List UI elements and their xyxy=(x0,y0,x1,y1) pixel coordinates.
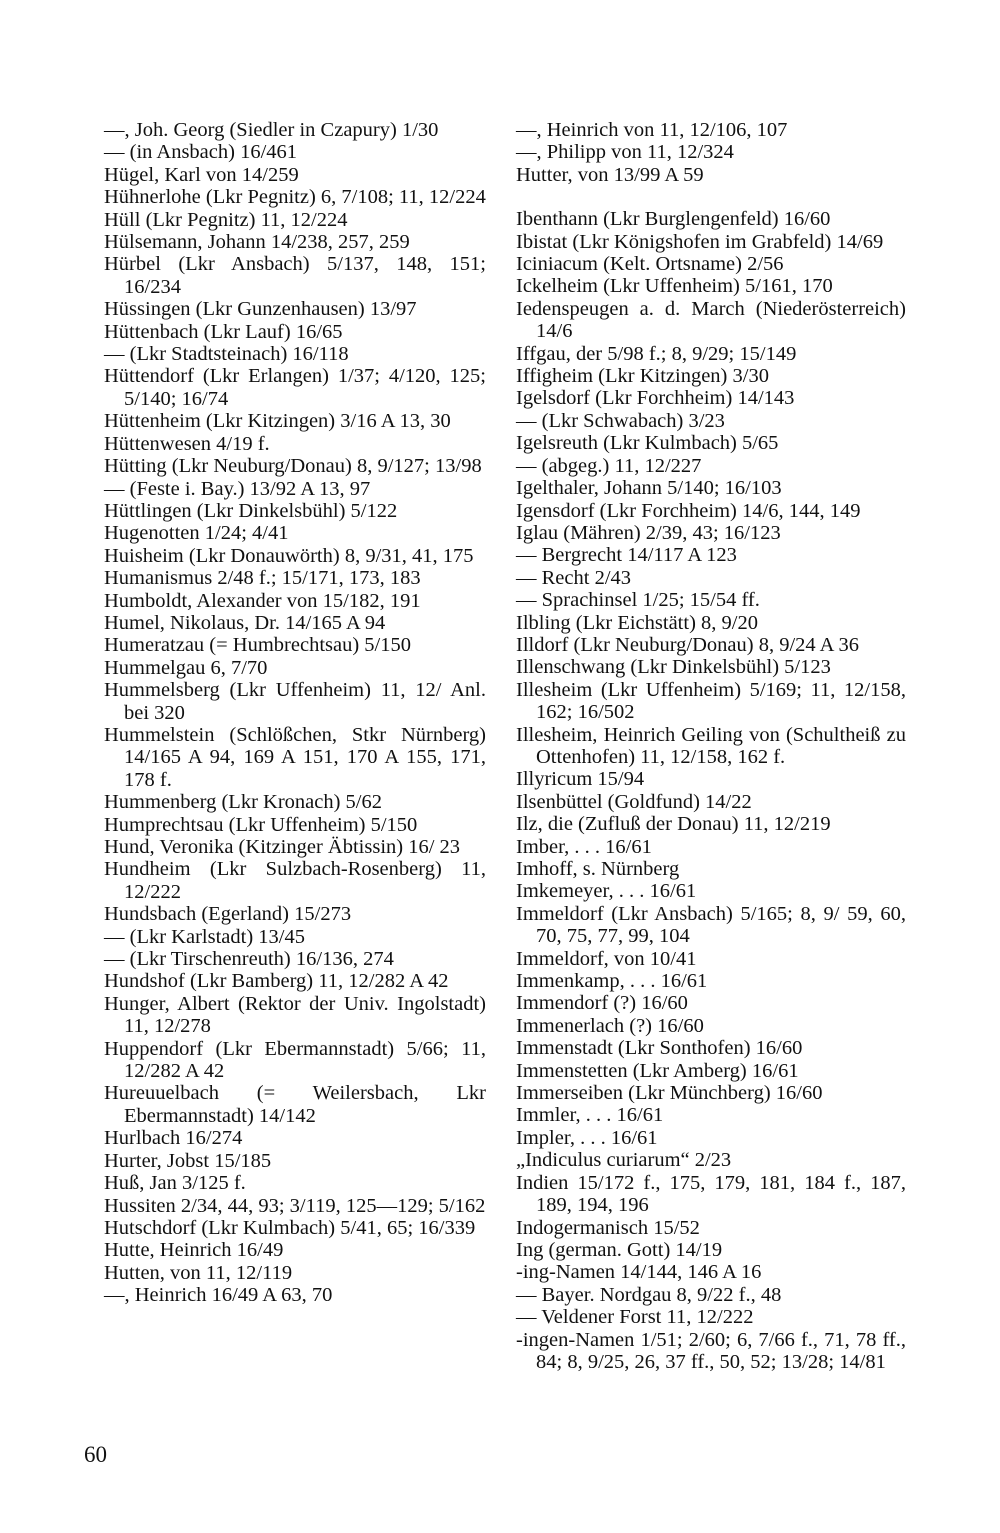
index-entry: Iffgau, der 5/98 f.; 8, 9/29; 15/149 xyxy=(516,342,797,365)
index-entry: — Recht 2/43 xyxy=(516,566,632,589)
index-entry: — (in Ansbach) 16/461 xyxy=(104,141,298,164)
index-entry: — (abgeg.) 11, 12/227 xyxy=(516,454,702,477)
right-column xyxy=(516,119,906,1373)
index-entry: Illesheim, Heinrich Geiling von (Schultheiß zu Ottenhofen) 11, 12/158, 162 f. xyxy=(516,723,906,768)
index-entry: Igensdorf (Lkr Forchheim) 14/6, 144, 149 xyxy=(516,499,861,522)
index-entry: Hummelstein (Schlößchen, Stkr Nürnberg) 14/165 A 94, 169 A 151, 170 A 155, 171, 178 f. xyxy=(104,723,486,791)
index-entry: —, Heinrich von 11, 12/106, 107 xyxy=(516,119,788,141)
index-entry: Ickelheim (Lkr Uffenheim) 5/161, 170 xyxy=(516,275,833,298)
index-entry: Hussiten 2/34, 44, 93; 3/119, 125—129; 5/162 xyxy=(104,1194,486,1217)
index-entry: Hutter, von 13/99 A 59 xyxy=(516,163,704,186)
index-entry: Hüttenheim (Lkr Kitzingen) 3/16 A 13, 30 xyxy=(104,410,451,433)
index-entry: Ilbling (Lkr Eichstätt) 8, 9/20 xyxy=(516,611,758,634)
index-entry: Hüssingen (Lkr Gunzenhausen) 13/97 xyxy=(104,298,417,321)
index-entry: -ingen-Namen 1/51; 2/60; 6, 7/66 f., 71, 78 ff., 84; 8, 9/25, 26, 37 ff., 50, 52; 13/28; 14/81 xyxy=(516,1328,906,1373)
index-entry: — Veldener Forst 11, 12/222 xyxy=(516,1306,754,1329)
index-entry: Hüll (Lkr Pegnitz) 11, 12/224 xyxy=(104,208,348,231)
index-entry: Hutte, Heinrich 16/49 xyxy=(104,1239,284,1262)
index-entry: Hugenotten 1/24; 4/41 xyxy=(104,522,289,545)
index-entry: Ing (german. Gott) 14/19 xyxy=(516,1238,723,1261)
index-entry: Huppendorf (Lkr Ebermannstadt) 5/66; 11, 12/282 A 42 xyxy=(104,1037,486,1083)
left-column xyxy=(104,119,486,1307)
index-entry: Ibistat (Lkr Königshofen im Grabfeld) 14/69 xyxy=(516,230,884,253)
index-entry: — Sprachinsel 1/25; 15/54 ff. xyxy=(516,589,760,612)
index-entry: Humboldt, Alexander von 15/182, 191 xyxy=(104,589,421,612)
index-entry: Iedenspeugen a. d. March (Niederösterreich) 14/6 xyxy=(516,297,906,343)
index-entry: Illenschwang (Lkr Dinkelsbühl) 5/123 xyxy=(516,656,831,679)
index-entry: Immerseiben (Lkr Münchberg) 16/60 xyxy=(516,1082,823,1105)
index-entry: Immenerlach (?) 16/60 xyxy=(516,1014,704,1037)
index-entry: Hundsbach (Egerland) 15/273 xyxy=(104,903,352,926)
index-entry: Ilsenbüttel (Goldfund) 14/22 xyxy=(516,790,752,813)
index-entry: „Indiculus curiarum“ 2/23 xyxy=(516,1149,732,1172)
index-entry: — (Lkr Tirschenreuth) 16/136, 274 xyxy=(104,948,394,971)
index-entry: Hunger, Albert (Rektor der Univ. Ingolstadt) 11, 12/278 xyxy=(104,992,486,1038)
index-entry: Hütting (Lkr Neuburg/Donau) 8, 9/127; 13/98 xyxy=(104,455,482,478)
index-entry: — (Lkr Karlstadt) 13/45 xyxy=(104,925,305,948)
index-entry: Hüttlingen (Lkr Dinkelsbühl) 5/122 xyxy=(104,499,398,522)
index-entry: Hüttenwesen 4/19 f. xyxy=(104,432,270,455)
index-entry: Humel, Nikolaus, Dr. 14/165 A 94 xyxy=(104,611,386,634)
index-entry: Hundshof (Lkr Bamberg) 11, 12/282 A 42 xyxy=(104,970,449,993)
index-entry: Immenstadt (Lkr Sonthofen) 16/60 xyxy=(516,1037,803,1060)
index-entry: Humeratzau (= Humbrechtsau) 5/150 xyxy=(104,634,411,657)
index-entry: Iciniacum (Kelt. Ortsname) 2/56 xyxy=(516,253,784,276)
index-entry: Immler, . . . 16/61 xyxy=(516,1104,664,1127)
page-number: 60 xyxy=(84,1442,107,1467)
index-entry: Hurter, Jobst 15/185 xyxy=(104,1149,272,1172)
index-entry: Hügel, Karl von 14/259 xyxy=(104,163,299,186)
index-entry: — (Feste i. Bay.) 13/92 A 13, 97 xyxy=(104,477,371,500)
index-entry: Immeldorf (Lkr Ansbach) 5/165; 8, 9/ 59, 60, 70, 75, 77, 99, 104 xyxy=(516,902,906,948)
index-entry: — Bergrecht 14/117 A 123 xyxy=(516,544,737,567)
index-entry: Hummenberg (Lkr Kronach) 5/62 xyxy=(104,791,383,814)
index-entry: Immenstetten (Lkr Amberg) 16/61 xyxy=(516,1059,799,1082)
index-entry: Hureuuelbach (= Weilersbach, Lkr Ebermannstadt) 14/142 xyxy=(104,1082,486,1127)
index-entry: Iglau (Mähren) 2/39, 43; 16/123 xyxy=(516,521,781,544)
index-entry: Ilz, die (Zufluß der Donau) 11, 12/219 xyxy=(516,813,831,836)
index-entry: Hürbel (Lkr Ansbach) 5/137, 148, 151; 16/234 xyxy=(104,253,486,298)
index-entry: Immenkamp, . . . 16/61 xyxy=(516,970,708,993)
index-entry: Imber, . . . 16/61 xyxy=(516,835,652,858)
index-entry: Hülsemann, Johann 14/238, 257, 259 xyxy=(104,231,410,254)
index-entry: Hutschdorf (Lkr Kulmbach) 5/41, 65; 16/339 xyxy=(104,1216,476,1239)
index-entry: Indogermanisch 15/52 xyxy=(516,1216,700,1239)
index-entry: Humanismus 2/48 f.; 15/171, 173, 183 xyxy=(104,567,421,590)
index-entry: Hüttenbach (Lkr Lauf) 16/65 xyxy=(104,320,343,343)
index-entry: Hummelsberg (Lkr Uffenheim) 11, 12/ Anl. bei 320 xyxy=(104,679,486,724)
index-entry: Igelsreuth (Lkr Kulmbach) 5/65 xyxy=(516,432,779,455)
index-entry: Hund, Veronika (Kitzinger Äbtissin) 16/ 23 xyxy=(104,836,461,858)
index-entry: Huisheim (Lkr Donauwörth) 8, 9/31, 41, 175 xyxy=(104,544,474,567)
index-entry: Hummelgau 6, 7/70 xyxy=(104,656,268,679)
index-entry: — Bayer. Nordgau 8, 9/22 f., 48 xyxy=(516,1283,782,1306)
index-entry: Hühnerlohe (Lkr Pegnitz) 6, 7/108; 11, 12/224 xyxy=(104,186,486,209)
index-entry: —, Joh. Georg (Siedler in Czapury) 1/30 xyxy=(104,119,439,141)
index-entry: Hüttendorf (Lkr Erlangen) 1/37; 4/120, 125; 5/140; 16/74 xyxy=(104,365,486,410)
index-entry: Illesheim (Lkr Uffenheim) 5/169; 11, 12/158, 162; 16/502 xyxy=(516,678,906,724)
index-entry: Humprechtsau (Lkr Uffenheim) 5/150 xyxy=(104,813,418,836)
index-entry: Impler, . . . 16/61 xyxy=(516,1126,658,1149)
index-entry: Imhoff, s. Nürnberg xyxy=(516,858,680,880)
index-entry: — (Lkr Schwabach) 3/23 xyxy=(516,409,725,432)
index-entry: Immeldorf, von 10/41 xyxy=(516,947,697,970)
index-entry: -ing-Namen 14/144, 146 A 16 xyxy=(516,1261,762,1284)
index-entry: Igelthaler, Johann 5/140; 16/103 xyxy=(516,477,782,500)
index-entry: Ibenthann (Lkr Burglengenfeld) 16/60 xyxy=(516,208,831,231)
index-entry: Igelsdorf (Lkr Forchheim) 14/143 xyxy=(516,387,795,410)
index-entry: Indien 15/172 f., 175, 179, 181, 184 f., 187, 189, 194, 196 xyxy=(516,1171,906,1217)
index-entry: Hurlbach 16/274 xyxy=(104,1127,243,1150)
index-entry: Iffigheim (Lkr Kitzingen) 3/30 xyxy=(516,365,769,388)
index-entry: Immendorf (?) 16/60 xyxy=(516,992,688,1015)
index-entry: —, Heinrich 16/49 A 63, 70 xyxy=(104,1284,333,1307)
index-entry: — (Lkr Stadtsteinach) 16/118 xyxy=(104,343,349,366)
index-entry: Illyricum 15/94 xyxy=(516,768,645,791)
index-entry: Hundheim (Lkr Sulzbach-Rosenberg) 11, 12/222 xyxy=(104,858,486,903)
index-entry: Imkemeyer, . . . 16/61 xyxy=(516,880,697,903)
index-entry: Illdorf (Lkr Neuburg/Donau) 8, 9/24 A 36 xyxy=(516,633,859,656)
index-entry: —, Philipp von 11, 12/324 xyxy=(516,141,734,164)
index-entry: Hutten, von 11, 12/119 xyxy=(104,1261,293,1284)
index-entry: Huß, Jan 3/125 f. xyxy=(104,1172,246,1195)
